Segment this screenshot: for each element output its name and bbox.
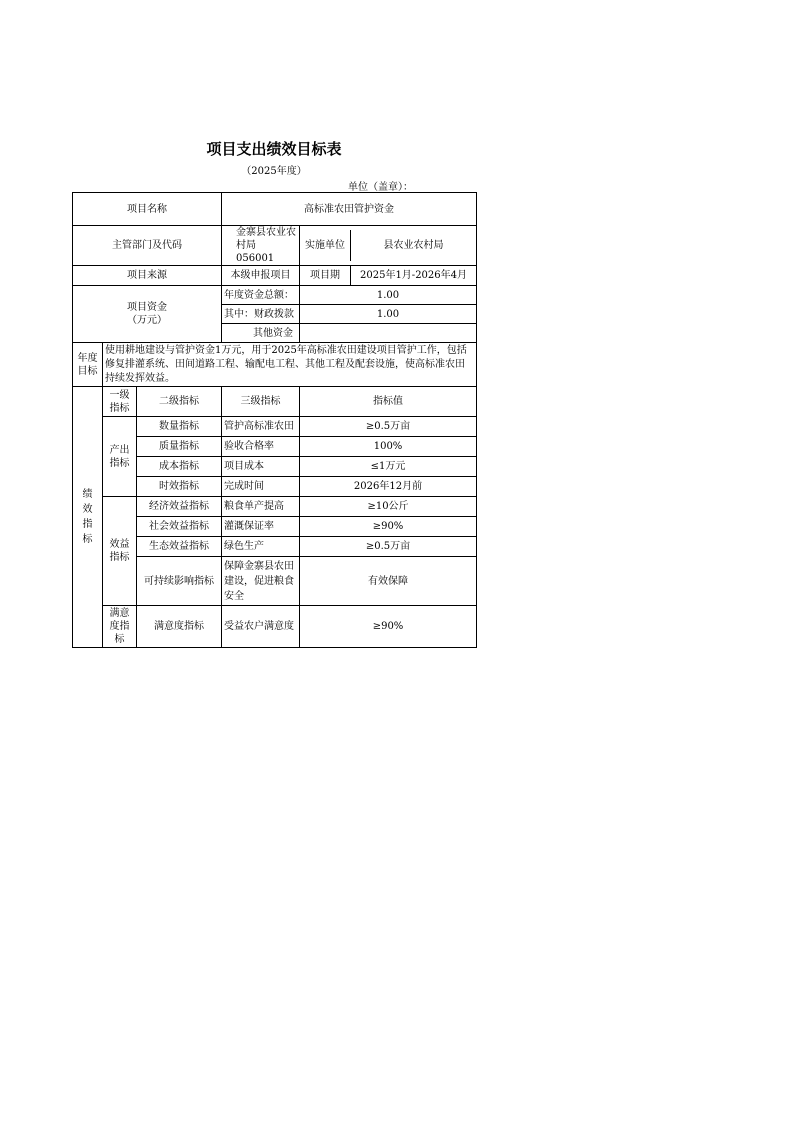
value-cell: ≥0.5万亩 [300, 417, 477, 437]
page-title: 项目支出绩效目标表 [206, 140, 342, 158]
benefit-indicator-label: 效益 指标 [103, 497, 137, 606]
level3-cell: 粮食单产提高 [222, 497, 300, 517]
level3-cell: 灌溉保证率 [222, 517, 300, 537]
table-row [73, 606, 477, 648]
annual-goal-label: 年度 目标 [73, 343, 103, 387]
performance-indicator-label: 绩 效 指 标 [73, 387, 103, 648]
project-name-label: 项目名称 [73, 193, 222, 226]
value-cell: ≥90% [300, 606, 477, 648]
level1-header: 一级 指标 [103, 387, 137, 417]
value-cell: 2026年12月前 [300, 477, 477, 497]
level3-cell: 保障金寨县农田建设，促进粮食安全 [222, 557, 300, 606]
fund-other-value [300, 324, 477, 343]
level2-cell: 生态效益指标 [137, 537, 222, 557]
level2-cell: 社会效益指标 [137, 517, 222, 537]
level2-cell: 成本指标 [137, 457, 222, 477]
implementing-unit-label: 实施单位 [300, 230, 351, 261]
source-row [73, 266, 477, 286]
level2-cell: 可持续影响指标 [137, 557, 222, 606]
value-cell: ≥0.5万亩 [300, 537, 477, 557]
level2-cell: 质量指标 [137, 437, 222, 457]
period-value: 2025年1月-2026年4月 [360, 270, 468, 281]
period-label: 项目期 [300, 266, 351, 285]
value-cell: 100% [300, 437, 477, 457]
output-indicator-label: 产出 指标 [103, 417, 137, 497]
level2-cell: 经济效益指标 [137, 497, 222, 517]
level3-cell: 项目成本 [222, 457, 300, 477]
period-cell [300, 266, 477, 286]
department-value: 金寨县农业农村局 056001 [222, 226, 300, 266]
implementing-unit-cell [300, 226, 477, 266]
fund-label: 项目资金 （万元） [73, 286, 222, 343]
fund-other-label: 其他资金 [222, 324, 300, 343]
level3-cell: 管护高标准农田 [222, 417, 300, 437]
fund-fiscal-label: 其中：财政拨款 [222, 305, 300, 324]
unit-stamp-label: 单位（盖章）： [348, 182, 413, 193]
satisfaction-indicator-label: 满意 度指 标 [103, 606, 137, 648]
department-label: 主管部门及代码 [73, 226, 222, 266]
indicator-header-row [73, 387, 477, 417]
annual-goal-text: 使用耕地建设与管护资金1万元，用于2025年高标准农田建设项目管护工作，包括修复排灌系统、田间道路工程、输配电工程、其他工程及配套设施，使高标准农田持续发挥效益。 [103, 343, 477, 387]
annual-goal-row [73, 343, 477, 387]
level3-cell: 完成时间 [222, 477, 300, 497]
value-cell: 有效保障 [300, 557, 477, 606]
level3-cell: 绿色生产 [222, 537, 300, 557]
fund-total-value: 1.00 [300, 286, 477, 305]
project-name-row [73, 193, 477, 226]
value-cell: ≥10公斤 [300, 497, 477, 517]
level2-cell: 满意度指标 [137, 606, 222, 648]
value-cell: ≥90% [300, 517, 477, 537]
performance-table [72, 192, 477, 648]
level3-cell: 受益农户满意度 [222, 606, 300, 648]
fund-total-label: 年度资金总额： [222, 286, 300, 305]
year-label: （2025年度） [241, 166, 307, 177]
value-cell: ≤1万元 [300, 457, 477, 477]
department-row [73, 226, 477, 266]
source-value: 本级申报项目 [222, 266, 300, 286]
level2-cell: 数量指标 [137, 417, 222, 437]
level2-header: 二级指标 [137, 387, 222, 417]
fund-fiscal-value: 1.00 [300, 305, 477, 324]
table-row [73, 417, 477, 437]
level3-cell: 验收合格率 [222, 437, 300, 457]
implementing-unit-value: 县农业农村局 [383, 240, 444, 251]
value-header: 指标值 [300, 387, 477, 417]
level3-header: 三级指标 [222, 387, 300, 417]
level2-cell: 时效指标 [137, 477, 222, 497]
project-name-value: 高标准农田管护资金 [222, 193, 477, 226]
fund-total-row [73, 286, 477, 305]
table-row [73, 497, 477, 517]
source-label: 项目来源 [73, 266, 222, 286]
